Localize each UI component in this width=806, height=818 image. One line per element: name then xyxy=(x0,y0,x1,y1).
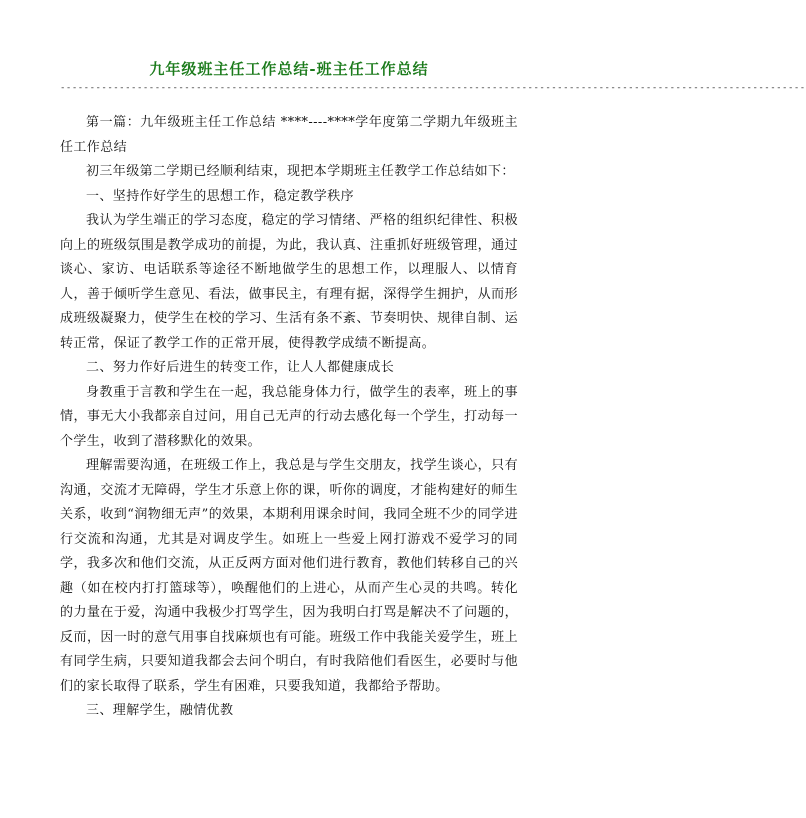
section-heading-2: 二、努力作好后进生的转变工作，让人人都健康成长 xyxy=(86,360,395,375)
title-divider: ------------------------------------------------------------------------------------------------------------------------------ xyxy=(60,83,806,93)
paragraph-section-2b: 理解需要沟通，在班级工作上，我总是与学生交朋友，找学生谈心，只有沟通，交流才无障碍，学生才乐意上你的课，听你的调度，才能构建好的师生关系，收到“润物细无声”的效果，本期利用课余时间，我同全班不少的同学进行交流和沟通，尤其是对调皮学生。如班上一些爱上网打游戏不爱学习的同学，我多次和他们交流，从正反两方面对他们进行教育，教他们转移自己的兴趣（如在校内打打篮球等），唤醒他们的上进心，从而产生心灵的共鸣。转化的力量在于爱，沟通中我极少打骂学生，因为我明白打骂是解决不了问题的，反而，因一时的意气用事自找麻烦也有可能。班级工作中我能关爱学生，班上有同学生病，只要知道我都会去问个明白，有时我陪他们看医生，必要时与他们的家长取得了联系，学生有困难，只要我知道，我都给予帮助。 xyxy=(60,458,518,694)
paragraph-intro: 第一篇：九年级班主任工作总结 ****----****学年度第二学期九年级班主任工作总结 xyxy=(60,115,518,155)
section-heading-3: 三、理解学生，融情优教 xyxy=(86,703,234,718)
section-heading-1: 一、坚持作好学生的思想工作，稳定教学秩序 xyxy=(86,188,355,204)
document-title: 九年级班主任工作总结-班主任工作总结 xyxy=(149,60,429,78)
paragraph-section-2a: 身教重于言教和学生在一起，我总能身体力行，做学生的表率，班上的事情，事无大小我都亲自过问，用自己无声的行动去感化每一个学生，打动每一个学生，收到了潜移默化的效果。 xyxy=(60,384,518,449)
document-body xyxy=(60,111,518,724)
paragraph-opening: 初三年级第二学期已经顺利结束，现把本学期班主任教学工作总结如下： xyxy=(86,164,515,179)
paragraph-section-1: 我认为学生端正的学习态度，稳定的学习情绪、严格的组织纪律性、积极向上的班级氛围是教学成功的前提，为此，我认真、注重抓好班级管理，通过谈心、家访、电话联系等途径不断地做学生的思想工作，以理服人、以情育人，善于倾听学生意见、看法，做事民主，有理有据，深得学生拥护，从而形成班级凝聚力，使学生在校的学习、生活有条不紊、节奏明快、规律自制、运转正常，保证了教学工作的正常开展，使得教学成绩不断提高。 xyxy=(60,213,518,351)
